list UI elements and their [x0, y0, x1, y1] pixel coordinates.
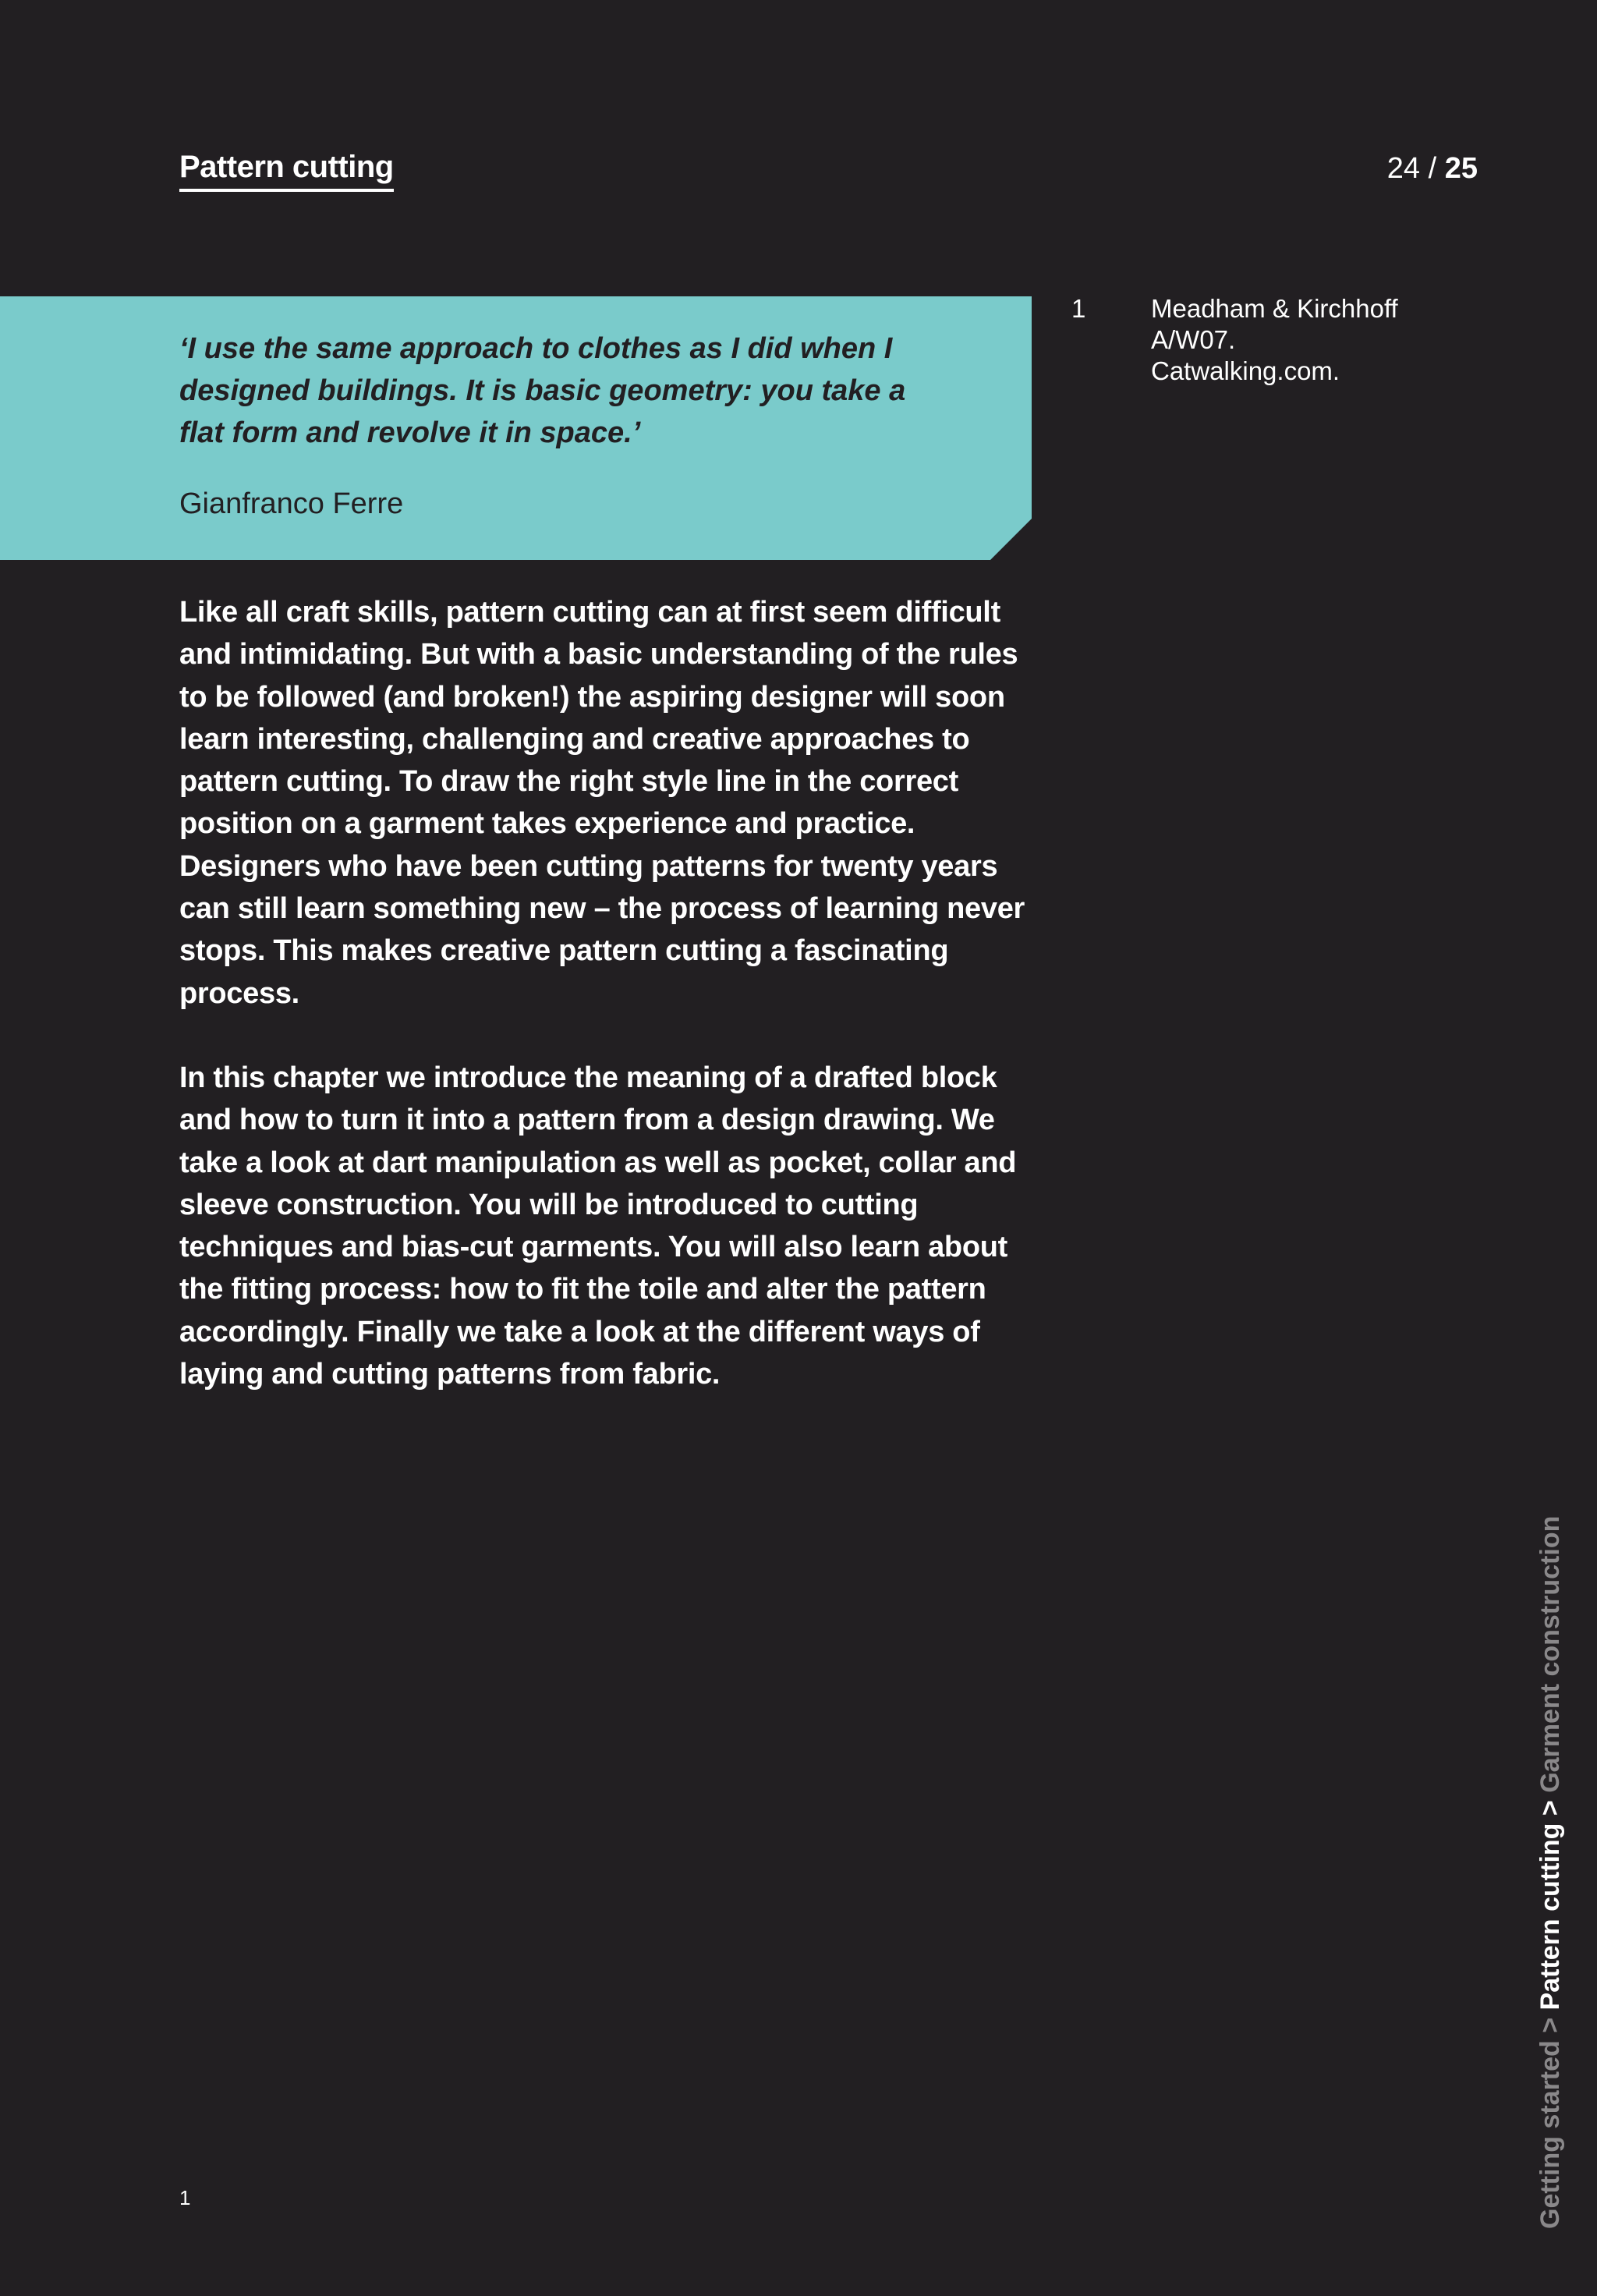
breadcrumb-pattern-cutting[interactable]: Pattern cutting > — [1535, 1792, 1565, 2011]
pull-quote: ‘I use the same approach to clothes as I did when I designed buildings. It is basic geometry: you take a flat form and revolve it in space.’ — [179, 332, 906, 449]
total-page-number: 25 — [1444, 152, 1478, 185]
body-paragraph: Like all craft skills, pattern cutting can at first seem difficult and intimidating. But with a basic understanding of the rules to be followed (and broken!) the aspiring designer will soon learn interesting, challenging and creative approaches to pattern cutting. To draw the right style line in the correct position on a garment takes experience and practice. Designers who have been cutting patterns for twenty years can still learn something new – the process of learning never stops. This makes creative pattern cutting a fascinating process. — [179, 596, 1025, 1010]
section-title: Pattern cutting — [179, 148, 394, 192]
current-page-number: 24 / — [1386, 152, 1445, 185]
body-text — [179, 591, 1045, 1437]
body-paragraph: In this chapter we introduce the meaning of a drafted block and how to turn it into a pattern from a design drawing. We take a look at dart manipulation as well as pocket, collar and sleeve construction. You will be introduced to cutting techniques and bias-cut garments. You will also learn about the fitting process: how to fit the toile and alter the pattern accordingly. Finally we take a look at the different ways of laying and cutting patterns from fabric. — [179, 1061, 1017, 1391]
breadcrumb-getting-started[interactable]: Getting started > — [1535, 2010, 1565, 2229]
image-caption — [1151, 293, 1463, 387]
quote-author: Gianfranco Ferre — [179, 487, 404, 520]
caption-line: Catwalking.com. — [1151, 356, 1340, 385]
caption-line: Meadham & Kirchhoff — [1151, 294, 1398, 323]
caption-line: A/W07. — [1151, 325, 1236, 354]
page-numbers — [1387, 150, 1478, 187]
side-breadcrumb — [1535, 1516, 1566, 2229]
figure-number: 1 — [179, 2186, 191, 2209]
breadcrumb-garment-construction[interactable]: Garment construction — [1535, 1515, 1565, 1793]
caption-number: 1 — [1071, 294, 1086, 323]
